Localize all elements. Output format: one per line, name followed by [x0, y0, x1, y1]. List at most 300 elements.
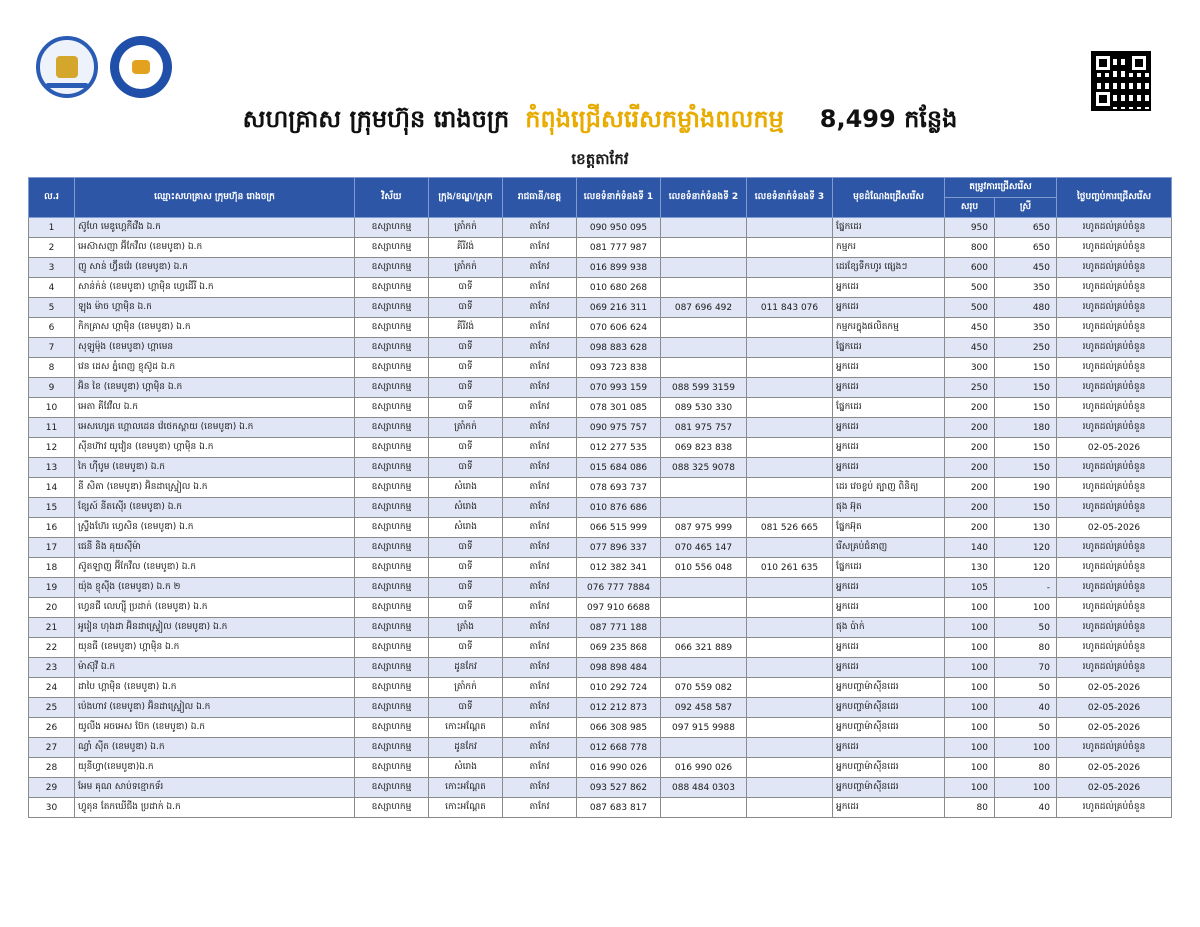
cell-position: អ្នកដេរ — [833, 578, 945, 598]
cell-no: 2 — [29, 238, 75, 258]
cell-phone-2: 010 556 048 — [661, 558, 747, 578]
cell-phone-1: 070 606 624 — [577, 318, 661, 338]
cell-name: ប៉េងហាវ (ខេមបូឌា) អ៊ិនដាស្ទ្រៀល ឯ.ក — [75, 698, 355, 718]
cell-province: តាកែវ — [503, 538, 577, 558]
cell-total: 450 — [945, 318, 995, 338]
cell-sector: ឧស្សាហកម្ម — [355, 558, 429, 578]
cell-total: 100 — [945, 638, 995, 658]
cell-phone-2 — [661, 278, 747, 298]
cell-phone-2 — [661, 498, 747, 518]
cell-position: ផ្នែកដេរ — [833, 338, 945, 358]
cell-no: 4 — [29, 278, 75, 298]
table-row — [29, 318, 1172, 338]
cell-deadline: រហូតដល់គ្រប់ចំនួន — [1057, 398, 1172, 418]
cell-sector: ឧស្សាហកម្ម — [355, 298, 429, 318]
cell-total: 100 — [945, 738, 995, 758]
cell-position: អ្នកបញ្ជាម៉ាស៊ីនដេរ — [833, 718, 945, 738]
cell-phone-3 — [747, 498, 833, 518]
cell-sector: ឧស្សាហកម្ម — [355, 778, 429, 798]
cell-phone-2 — [661, 218, 747, 238]
cell-phone-3 — [747, 378, 833, 398]
cell-phone-2: 069 823 838 — [661, 438, 747, 458]
cell-total: 250 — [945, 378, 995, 398]
cell-female: 40 — [995, 698, 1057, 718]
cell-total: 100 — [945, 778, 995, 798]
table-row — [29, 618, 1172, 638]
cell-no: 29 — [29, 778, 75, 798]
cell-province: តាកែវ — [503, 658, 577, 678]
cell-district: បាទី — [429, 578, 503, 598]
table-row — [29, 498, 1172, 518]
cell-province: តាកែវ — [503, 478, 577, 498]
cell-position: ផ្នែកដេរ — [833, 558, 945, 578]
cell-sector: ឧស្សាហកម្ម — [355, 318, 429, 338]
cell-total: 500 — [945, 298, 995, 318]
cell-no: 1 — [29, 218, 75, 238]
cell-phone-3: 010 261 635 — [747, 558, 833, 578]
cell-total: 200 — [945, 418, 995, 438]
cell-phone-1: 012 277 535 — [577, 438, 661, 458]
cell-district: កោះអណ្តែត — [429, 778, 503, 798]
cell-female: 650 — [995, 218, 1057, 238]
cell-deadline: រហូតដល់គ្រប់ចំនួន — [1057, 298, 1172, 318]
cell-deadline: 02-05-2026 — [1057, 718, 1172, 738]
cell-deadline: រហូតដល់គ្រប់ចំនួន — [1057, 638, 1172, 658]
header-no: ល.រ — [29, 178, 75, 218]
cell-phone-1: 078 301 085 — [577, 398, 661, 418]
cell-position: អ្នកដេរ — [833, 458, 945, 478]
cell-deadline: 02-05-2026 — [1057, 778, 1172, 798]
cell-female: 150 — [995, 378, 1057, 398]
cell-sector: ឧស្សាហកម្ម — [355, 258, 429, 278]
cell-no: 6 — [29, 318, 75, 338]
table-row — [29, 658, 1172, 678]
cell-province: តាកែវ — [503, 258, 577, 278]
cell-female: 50 — [995, 618, 1057, 638]
cell-female: 120 — [995, 558, 1057, 578]
header-phone-1: លេខទំនាក់ទំនងទី 1 — [577, 178, 661, 218]
header-district: ក្រុង/ខណ្ឌ/ស្រុក — [429, 178, 503, 218]
cell-sector: ឧស្សាហកម្ម — [355, 458, 429, 478]
cell-deadline: 02-05-2026 — [1057, 678, 1172, 698]
cell-phone-2: 088 484 0303 — [661, 778, 747, 798]
cell-deadline: រហូតដល់គ្រប់ចំនួន — [1057, 258, 1172, 278]
cell-district: បាទី — [429, 398, 503, 418]
cell-deadline: រហូតដល់គ្រប់ចំនួន — [1057, 618, 1172, 638]
cell-province: តាកែវ — [503, 598, 577, 618]
cell-deadline: រហូតដល់គ្រប់ចំនួន — [1057, 378, 1172, 398]
cell-no: 27 — [29, 738, 75, 758]
cell-province: តាកែវ — [503, 698, 577, 718]
cell-phone-1: 066 308 985 — [577, 718, 661, 738]
cell-total: 100 — [945, 758, 995, 778]
cell-phone-1: 087 771 188 — [577, 618, 661, 638]
cell-phone-3 — [747, 218, 833, 238]
cell-province: តាកែវ — [503, 778, 577, 798]
cell-phone-3 — [747, 698, 833, 718]
cell-no: 26 — [29, 718, 75, 738]
cell-deadline: រហូតដល់គ្រប់ចំនួន — [1057, 218, 1172, 238]
cell-deadline: រហូតដល់គ្រប់ចំនួន — [1057, 238, 1172, 258]
cell-phone-3 — [747, 458, 833, 478]
cell-sector: ឧស្សាហកម្ម — [355, 478, 429, 498]
cell-female: 80 — [995, 758, 1057, 778]
header-phone-2: លេខទំនាក់ទំនងទី 2 — [661, 178, 747, 218]
cell-no: 7 — [29, 338, 75, 358]
table-row — [29, 238, 1172, 258]
cell-position: អ្នកបញ្ជាម៉ាស៊ីនដេរ — [833, 698, 945, 718]
cell-name: កិកគ្រាស ហ្គាម៉ិន (ខេមបូឌា) ឯ.ក — [75, 318, 355, 338]
cell-name: យូលីង អចអេស ប៊ែក (ខេមបូឌា) ឯ.ក — [75, 718, 355, 738]
cell-no: 10 — [29, 398, 75, 418]
cell-no: 11 — [29, 418, 75, 438]
cell-phone-3 — [747, 398, 833, 418]
cell-name: ដាបៃ ហ្គាម៉ិន (ខេមបូឌា) ឯ.ក — [75, 678, 355, 698]
cell-province: តាកែវ — [503, 278, 577, 298]
cell-phone-2: 088 599 3159 — [661, 378, 747, 398]
cell-deadline: រហូតដល់គ្រប់ចំនួន — [1057, 578, 1172, 598]
cell-position: អ្នកដេរ — [833, 418, 945, 438]
cell-name: យុនីហ្វា(ខេមបូឌា)ឯ.ក — [75, 758, 355, 778]
cell-district: បាទី — [429, 378, 503, 398]
cell-province: តាកែវ — [503, 678, 577, 698]
cell-sector: ឧស្សាហកម្ម — [355, 438, 429, 458]
cell-sector: ឧស្សាហកម្ម — [355, 698, 429, 718]
cell-sector: ឧស្សាហកម្ម — [355, 678, 429, 698]
cell-female: - — [995, 578, 1057, 598]
cell-no: 15 — [29, 498, 75, 518]
cell-phone-2: 016 990 026 — [661, 758, 747, 778]
cell-province: តាកែវ — [503, 498, 577, 518]
cell-deadline: រហូតដល់គ្រប់ចំនួន — [1057, 658, 1172, 678]
cell-district: គីរីវង់ — [429, 318, 503, 338]
cell-phone-2: 066 321 889 — [661, 638, 747, 658]
cell-phone-1: 077 896 337 — [577, 538, 661, 558]
table-row — [29, 298, 1172, 318]
cell-district: បាទី — [429, 598, 503, 618]
cell-name: អេសហ្សេត ហ្គោលដេន វ៉េថេកស្តាយ (ខេមបូឌា) ឯ.ក — [75, 418, 355, 438]
cell-no: 18 — [29, 558, 75, 578]
cell-phone-2 — [661, 358, 747, 378]
cell-deadline: រហូតដល់គ្រប់ចំនួន — [1057, 358, 1172, 378]
table-row — [29, 678, 1172, 698]
cell-phone-1: 090 975 757 — [577, 418, 661, 438]
table-row — [29, 358, 1172, 378]
page-title — [0, 104, 1200, 139]
cell-deadline: រហូតដល់គ្រប់ចំនួន — [1057, 278, 1172, 298]
cell-position: អ្នកដេរ — [833, 658, 945, 678]
cell-no: 28 — [29, 758, 75, 778]
cell-no: 5 — [29, 298, 75, 318]
cell-phone-1: 012 382 341 — [577, 558, 661, 578]
cell-phone-3 — [747, 598, 833, 618]
cell-sector: ឧស្សាហកម្ម — [355, 618, 429, 638]
table-row — [29, 338, 1172, 358]
header-phone-3: លេខទំនាក់ទំនងទី 3 — [747, 178, 833, 218]
cell-name: វេន ដេស ភ្នំពេញ ខ្ញុស៊ូដ ឯ.ក — [75, 358, 355, 378]
cell-position: ដេរ វេចខ្ចប់ ត្បាញ ពិនិត្យ — [833, 478, 945, 498]
cell-female: 150 — [995, 398, 1057, 418]
cell-deadline: រហូតដល់គ្រប់ចំនួន — [1057, 338, 1172, 358]
cell-female: 50 — [995, 718, 1057, 738]
header-total: សរុប — [945, 198, 995, 218]
cell-district: កោះអណ្តែត — [429, 718, 503, 738]
cell-district: ត្រាំកក់ — [429, 678, 503, 698]
table-row — [29, 258, 1172, 278]
cell-phone-1: 070 993 159 — [577, 378, 661, 398]
cell-position: ផ្នែកដេរ — [833, 218, 945, 238]
title-count: 8,499 — [819, 105, 896, 133]
cell-total: 200 — [945, 478, 995, 498]
table-row — [29, 218, 1172, 238]
cell-province: តាកែវ — [503, 758, 577, 778]
job-table — [28, 177, 1172, 818]
cell-sector: ឧស្សាហកម្ម — [355, 598, 429, 618]
cell-total: 100 — [945, 718, 995, 738]
cell-phone-1: 015 684 086 — [577, 458, 661, 478]
cell-name: អេតា គីវែវឹល ឯ.ក — [75, 398, 355, 418]
cell-phone-1: 098 898 484 — [577, 658, 661, 678]
cell-female: 40 — [995, 798, 1057, 818]
cell-female: 50 — [995, 678, 1057, 698]
table-row — [29, 478, 1172, 498]
cell-position: ផុង អ៊ុត — [833, 498, 945, 518]
table-row — [29, 698, 1172, 718]
cell-sector: ឧស្សាហកម្ម — [355, 638, 429, 658]
cell-province: តាកែវ — [503, 298, 577, 318]
cell-no: 19 — [29, 578, 75, 598]
cell-position: អ្នកបញ្ជាម៉ាស៊ីនដេរ — [833, 678, 945, 698]
cell-name: ញូ សាន់ ហ្វ៊ីនវ៉េរ (ខេមបូឌា) ឯ.ក — [75, 258, 355, 278]
cell-position: អ្នកដេរ — [833, 378, 945, 398]
cell-district: សំរោង — [429, 478, 503, 498]
cell-phone-1: 010 876 686 — [577, 498, 661, 518]
cell-phone-3 — [747, 618, 833, 638]
cell-deadline: រហូតដល់គ្រប់ចំនួន — [1057, 558, 1172, 578]
cell-phone-3: 081 526 665 — [747, 518, 833, 538]
cell-name: ជេនី និង គុយស៊ីម៉ា — [75, 538, 355, 558]
cell-district: បាទី — [429, 438, 503, 458]
cell-sector: ឧស្សាហកម្ម — [355, 238, 429, 258]
cell-position: អ្នកដេរ — [833, 278, 945, 298]
cell-deadline: 02-05-2026 — [1057, 438, 1172, 458]
cell-district: បាទី — [429, 698, 503, 718]
header-sector: វិស័យ — [355, 178, 429, 218]
cell-phone-2: 070 465 147 — [661, 538, 747, 558]
cell-district: បាទី — [429, 358, 503, 378]
cell-deadline: រហូតដល់គ្រប់ចំនួន — [1057, 598, 1172, 618]
cell-total: 600 — [945, 258, 995, 278]
cell-position: ផ្នែកអ៊ុត — [833, 518, 945, 538]
cell-phone-3 — [747, 778, 833, 798]
cell-phone-3 — [747, 318, 833, 338]
cell-female: 150 — [995, 358, 1057, 378]
cell-deadline: រហូតដល់គ្រប់ចំនួន — [1057, 478, 1172, 498]
cell-district: សំរោង — [429, 758, 503, 778]
cell-phone-2 — [661, 478, 747, 498]
cell-deadline: 02-05-2026 — [1057, 758, 1172, 778]
cell-province: តាកែវ — [503, 438, 577, 458]
table-row — [29, 418, 1172, 438]
cell-phone-3 — [747, 758, 833, 778]
cell-female: 180 — [995, 418, 1057, 438]
cell-phone-1: 066 515 999 — [577, 518, 661, 538]
table-row — [29, 458, 1172, 478]
province-label: ខេត្តតាកែវ — [571, 150, 629, 168]
cell-province: តាកែវ — [503, 338, 577, 358]
cell-sector: ឧស្សាហកម្ម — [355, 538, 429, 558]
cell-district: ដូនកែវ — [429, 738, 503, 758]
cell-phone-3 — [747, 538, 833, 558]
cell-no: 21 — [29, 618, 75, 638]
cell-province: តាកែវ — [503, 718, 577, 738]
cell-no: 25 — [29, 698, 75, 718]
cell-female: 80 — [995, 638, 1057, 658]
table-row — [29, 738, 1172, 758]
cell-name: យុនធី (ខេមបូឌា) ហ្គាម៉ិន ឯ.ក — [75, 638, 355, 658]
cell-province: តាកែវ — [503, 518, 577, 538]
cell-position: ដេរខ្សែទឹកហូរ ផ្សេងៗ — [833, 258, 945, 278]
cell-sector: ឧស្សាហកម្ម — [355, 758, 429, 778]
cell-no: 13 — [29, 458, 75, 478]
cell-name: នី សិតា (ខេមបូឌា) អ៊ិនដាស្ទ្រៀល ឯ.ក — [75, 478, 355, 498]
cell-total: 105 — [945, 578, 995, 598]
cell-province: តាកែវ — [503, 218, 577, 238]
cell-phone-2: 088 325 9078 — [661, 458, 747, 478]
cell-phone-2: 087 696 492 — [661, 298, 747, 318]
cell-name: ខ្សែស៍ នីតស៊ើរ (ខេមបូឌា) ឯ.ក — [75, 498, 355, 518]
cell-district: ត្រាំង — [429, 618, 503, 638]
cell-total: 800 — [945, 238, 995, 258]
table-row — [29, 598, 1172, 618]
cell-phone-3 — [747, 638, 833, 658]
cell-phone-3 — [747, 578, 833, 598]
cell-province: តាកែវ — [503, 578, 577, 598]
cell-name: ម៉ាស៊ុវី ឯ.ក — [75, 658, 355, 678]
cell-female: 350 — [995, 318, 1057, 338]
cell-phone-3 — [747, 238, 833, 258]
table-row — [29, 398, 1172, 418]
cell-no: 22 — [29, 638, 75, 658]
cell-no: 12 — [29, 438, 75, 458]
cell-female: 100 — [995, 738, 1057, 758]
cell-name: ស៊ូតឡាញ អ៊ីកែវឹល (ខេមបូឌា) ឯ.ក — [75, 558, 355, 578]
cell-name: សុឡូម៉ុង (ខេមបូឌា) ហ្គាមេន — [75, 338, 355, 358]
cell-phone-1: 069 216 311 — [577, 298, 661, 318]
cell-total: 100 — [945, 658, 995, 678]
cell-deadline: រហូតដល់គ្រប់ចំនួន — [1057, 538, 1172, 558]
cell-province: តាកែវ — [503, 318, 577, 338]
cell-sector: ឧស្សាហកម្ម — [355, 378, 429, 398]
cell-phone-2: 092 458 587 — [661, 698, 747, 718]
cell-phone-3 — [747, 798, 833, 818]
cell-district: សំរោង — [429, 518, 503, 538]
cell-no: 17 — [29, 538, 75, 558]
cell-name: ស្រ្ទឹងហ៊ែរ ហ្វេសិន (ខេមបូឌា) ឯ.ក — [75, 518, 355, 538]
cell-phone-1: 081 777 987 — [577, 238, 661, 258]
cell-female: 150 — [995, 438, 1057, 458]
cell-district: បាទី — [429, 538, 503, 558]
cell-total: 100 — [945, 618, 995, 638]
cell-district: ត្រាំកក់ — [429, 218, 503, 238]
cell-sector: ឧស្សាហកម្ម — [355, 278, 429, 298]
cell-phone-3 — [747, 258, 833, 278]
cell-district: ត្រាំកក់ — [429, 418, 503, 438]
cell-sector: ឧស្សាហកម្ម — [355, 738, 429, 758]
cell-name: ហ្វូតុន តែកឃើជីង ប្រដាក់ ឯ.ក — [75, 798, 355, 818]
cell-province: តាកែវ — [503, 238, 577, 258]
cell-phone-1: 016 990 026 — [577, 758, 661, 778]
cell-position: អ្នកបញ្ជាម៉ាស៊ីនដេរ — [833, 758, 945, 778]
cell-deadline: រហូតដល់គ្រប់ចំនួន — [1057, 318, 1172, 338]
cell-deadline: 02-05-2026 — [1057, 518, 1172, 538]
cell-name: ស៊ីនហ៊ាវ យូវៀន (ខេមបូឌា) ហ្គាម៉ិន ឯ.ក — [75, 438, 355, 458]
cell-total: 140 — [945, 538, 995, 558]
cell-phone-1: 010 680 268 — [577, 278, 661, 298]
cell-name: អេស៊ាសញា អ៊ីកែវឹល (ខេមបូឌា) ឯ.ក — [75, 238, 355, 258]
cell-total: 950 — [945, 218, 995, 238]
cell-position: អ្នកដេរ — [833, 358, 945, 378]
cell-phone-1: 069 235 868 — [577, 638, 661, 658]
cell-name: អ៊ិន ខៃ (ខេមបូឌា) ហ្គាម៉ិន ឯ.ក — [75, 378, 355, 398]
cell-female: 350 — [995, 278, 1057, 298]
cell-district: កោះអណ្តែត — [429, 798, 503, 818]
cell-phone-2: 089 530 330 — [661, 398, 747, 418]
cell-sector: ឧស្សាហកម្ម — [355, 798, 429, 818]
nea-logo — [110, 36, 172, 98]
cell-no: 9 — [29, 378, 75, 398]
cell-phone-1: 012 212 873 — [577, 698, 661, 718]
cell-total: 100 — [945, 698, 995, 718]
cell-phone-1: 016 899 938 — [577, 258, 661, 278]
cell-phone-2 — [661, 618, 747, 638]
cell-phone-1: 078 693 737 — [577, 478, 661, 498]
cell-phone-3 — [747, 418, 833, 438]
cell-name: ណ្វាំ ស៊ីត (ខេមបូឌា) ឯ.ក — [75, 738, 355, 758]
table-row — [29, 758, 1172, 778]
cell-sector: ឧស្សាហកម្ម — [355, 418, 429, 438]
cell-name: កៃ ហ៊ីបូម (ខេមបូឌា) ឯ.ក — [75, 458, 355, 478]
cell-total: 200 — [945, 518, 995, 538]
cell-phone-3 — [747, 358, 833, 378]
table-row — [29, 558, 1172, 578]
cell-position: ផ្នែកដេរ — [833, 398, 945, 418]
cell-total: 200 — [945, 398, 995, 418]
cell-female: 100 — [995, 598, 1057, 618]
cell-deadline: រហូតដល់គ្រប់ចំនួន — [1057, 738, 1172, 758]
table-row — [29, 438, 1172, 458]
cell-no: 8 — [29, 358, 75, 378]
cell-district: បាទី — [429, 298, 503, 318]
cell-province: តាកែវ — [503, 418, 577, 438]
cell-name: ហ្វេនជី លេហ្ស៊ី ប្រដាក់ (ខេមបូឌា) ឯ.ក — [75, 598, 355, 618]
cell-sector: ឧស្សាហកម្ម — [355, 338, 429, 358]
cell-phone-2 — [661, 238, 747, 258]
cell-phone-3: 011 843 076 — [747, 298, 833, 318]
cell-phone-3 — [747, 678, 833, 698]
cell-province: តាកែវ — [503, 558, 577, 578]
cell-district: បាទី — [429, 338, 503, 358]
header-position: មុខដំណែងជ្រើសរើស — [833, 178, 945, 218]
cell-phone-1: 093 723 838 — [577, 358, 661, 378]
cell-phone-3 — [747, 438, 833, 458]
cell-sector: ឧស្សាហកម្ម — [355, 218, 429, 238]
cell-total: 80 — [945, 798, 995, 818]
cell-position: ផុង ប៉ាក់ — [833, 618, 945, 638]
cell-district: បាទី — [429, 638, 503, 658]
header-deadline: ថ្ងៃបញ្ចប់ការជ្រើសរើស — [1057, 178, 1172, 218]
cell-phone-1: 076 777 7884 — [577, 578, 661, 598]
